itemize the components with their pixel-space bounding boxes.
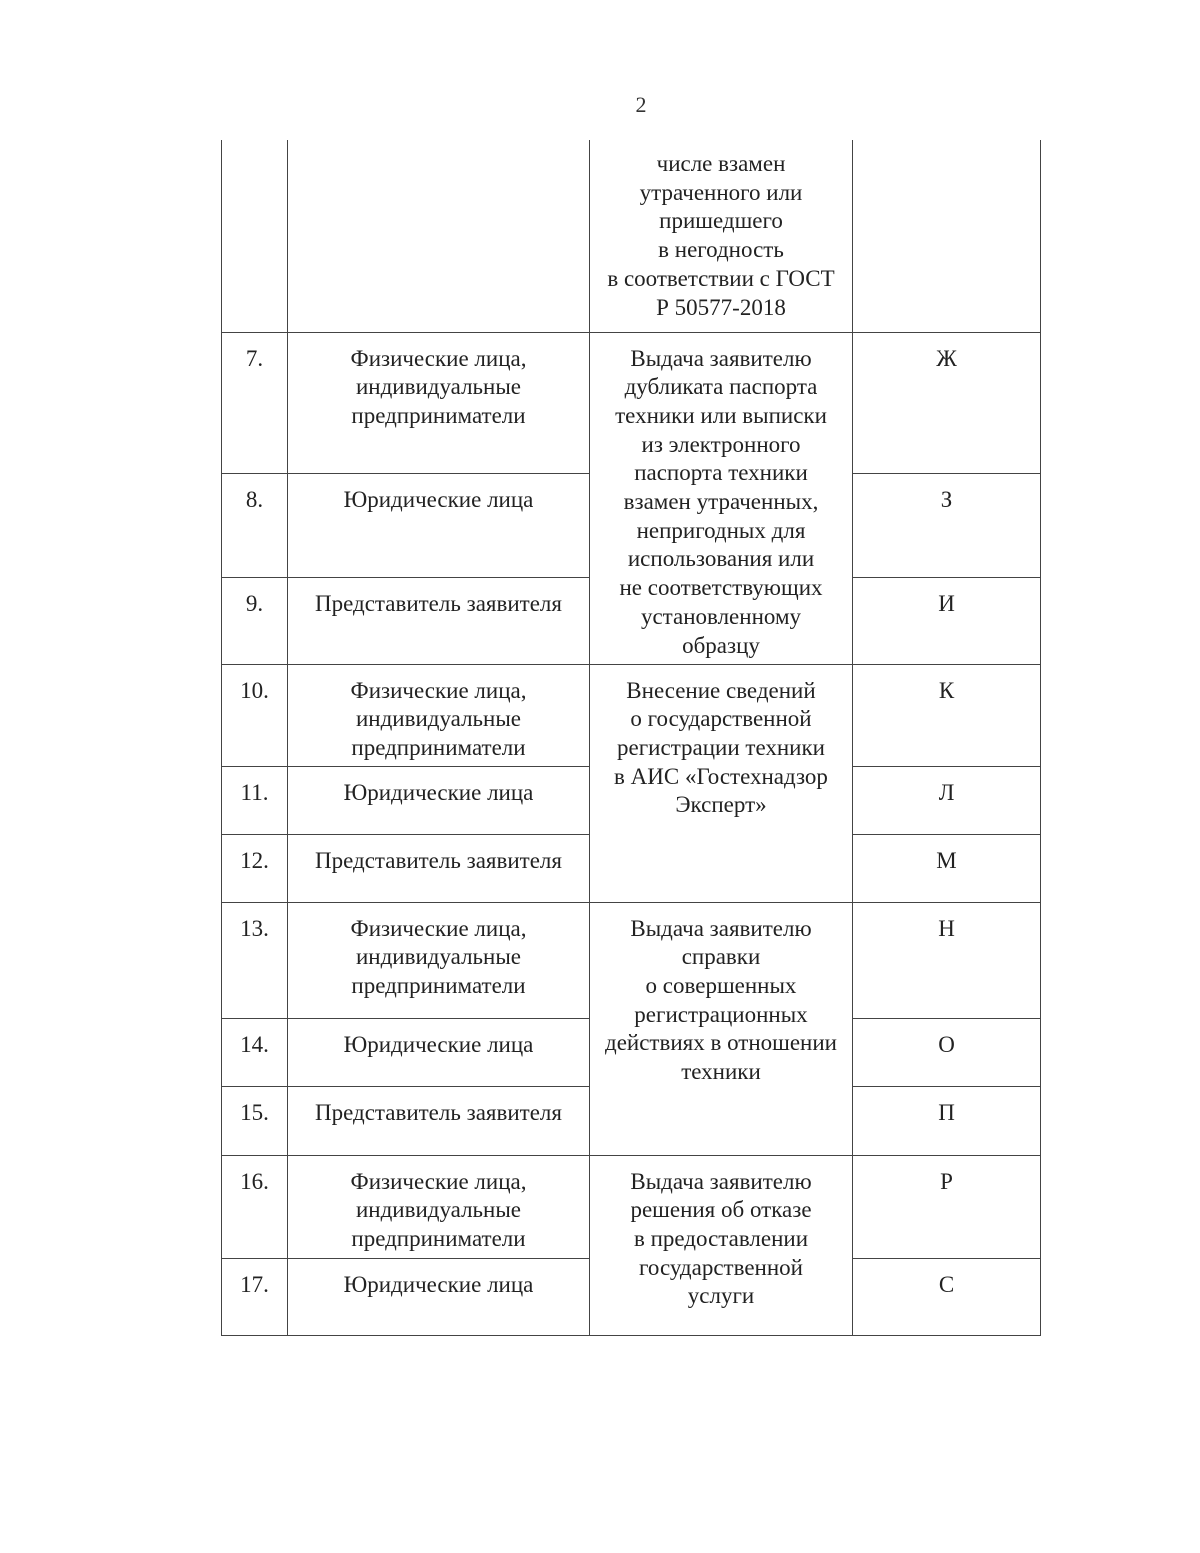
text-line: образцу <box>682 632 760 658</box>
text-line: индивидуальные <box>355 1197 522 1223</box>
service-cell <box>590 140 853 332</box>
applicant-category <box>288 1018 590 1086</box>
text-line: Физические лица, <box>350 345 527 371</box>
row-number: 14. <box>222 1018 288 1086</box>
text-line: Юридические лица <box>343 486 534 512</box>
variant-code: З <box>853 473 1041 577</box>
service-result <box>590 332 853 664</box>
table-row <box>222 1155 1041 1258</box>
text-line: Физические лица, <box>350 1168 527 1194</box>
table-row-continuation <box>222 140 1041 332</box>
text-line: Представитель заявителя <box>315 590 562 616</box>
text-line: паспорта техники <box>634 460 808 486</box>
service-result <box>590 902 853 1155</box>
row-number: 13. <box>222 902 288 1018</box>
text-line: из электронного <box>641 431 801 457</box>
text-line: регистрации техники <box>617 734 825 760</box>
text-line: Выдача заявителю <box>630 915 812 941</box>
row-number: 15. <box>222 1086 288 1155</box>
variant-code: Ж <box>853 332 1041 473</box>
text-line: пришедшего <box>659 208 783 234</box>
num-cell <box>222 140 288 332</box>
text-line: индивидуальные <box>355 374 522 400</box>
text-line: Внесение сведений <box>626 677 816 703</box>
applicant-category <box>288 664 590 766</box>
text-line: Выдача заявителю <box>630 1168 812 1194</box>
applicant-category <box>288 473 590 577</box>
applicant-category <box>288 766 590 834</box>
services-table <box>221 140 1041 1336</box>
text-line: Юридические лица <box>343 1271 534 1297</box>
text-line: Р 50577-2018 <box>656 294 786 320</box>
text-line: утраченного или <box>639 179 803 205</box>
text-line: в АИС «Гостехнадзор <box>614 763 828 789</box>
variant-code: Н <box>853 902 1041 1018</box>
variant-code: М <box>853 834 1041 902</box>
text-line: взамен утраченных, <box>623 489 819 515</box>
variant-code: Л <box>853 766 1041 834</box>
applicant-category <box>288 1086 590 1155</box>
applicant-category <box>288 902 590 1018</box>
text-line: непригодных для <box>636 517 806 543</box>
service-result <box>590 1155 853 1335</box>
text-line: предприниматели <box>351 1225 526 1251</box>
text-line: техники или выписки <box>615 402 827 428</box>
table-row <box>222 332 1041 473</box>
text-line: действиях в отношении <box>605 1030 837 1056</box>
text-line: Физические лица, <box>350 677 527 703</box>
text-line: справки <box>681 944 761 970</box>
row-number: 8. <box>222 473 288 577</box>
text-line: в соответствии с ГОСТ <box>607 265 835 291</box>
page-number: 2 <box>635 92 647 117</box>
applicant-category <box>288 1258 590 1335</box>
service-result <box>590 664 853 902</box>
text-line: о государственной <box>630 706 812 732</box>
applicant-category <box>288 834 590 902</box>
applicant-category <box>288 332 590 473</box>
row-number: 12. <box>222 834 288 902</box>
row-number: 17. <box>222 1258 288 1335</box>
text-line: Представитель заявителя <box>315 1099 562 1125</box>
row-number: 10. <box>222 664 288 766</box>
text-line: дубликата паспорта <box>624 374 818 400</box>
variant-code: О <box>853 1018 1041 1086</box>
text-line: Юридические лица <box>343 1031 534 1057</box>
variant-code: И <box>853 577 1041 664</box>
variant-code: С <box>853 1258 1041 1335</box>
applicant-category <box>288 577 590 664</box>
text-line: установленному <box>640 603 802 629</box>
text-line: предприниматели <box>351 734 526 760</box>
row-number: 16. <box>222 1155 288 1258</box>
text-line: государственной <box>639 1254 803 1280</box>
table-row <box>222 664 1041 766</box>
row-number: 11. <box>222 766 288 834</box>
variant-code: П <box>853 1086 1041 1155</box>
applicant-category <box>288 1155 590 1258</box>
text-line: в предоставлении <box>633 1225 809 1251</box>
text-line: Выдача заявителю <box>630 345 812 371</box>
text-line: не соответствующих <box>619 575 823 601</box>
text-line: решения об отказе <box>630 1197 812 1223</box>
text-line: услуги <box>687 1283 755 1309</box>
text-line: Физические лица, <box>350 915 527 941</box>
row-number: 7. <box>222 332 288 473</box>
text-line: числе взамен <box>656 151 786 176</box>
text-line: использования или <box>627 546 815 572</box>
table-body <box>222 140 1041 1335</box>
applicant-cell <box>288 140 590 332</box>
text-line: техники <box>681 1059 761 1085</box>
table-row <box>222 902 1041 1018</box>
text-line: о совершенных <box>645 972 797 998</box>
text-line: предприниматели <box>351 402 526 428</box>
text-line: регистрационных <box>634 1001 808 1027</box>
code-cell <box>853 140 1041 332</box>
row-number: 9. <box>222 577 288 664</box>
text-line: Эксперт» <box>675 792 767 818</box>
variant-code: Р <box>853 1155 1041 1258</box>
text-line: индивидуальные <box>355 706 522 732</box>
text-line: предприниматели <box>351 972 526 998</box>
variant-code: К <box>853 664 1041 766</box>
text-line: Юридические лица <box>343 779 534 805</box>
text-line: индивидуальные <box>355 944 522 970</box>
text-line: Представитель заявителя <box>315 847 562 873</box>
text-line: в негодность <box>658 237 784 263</box>
